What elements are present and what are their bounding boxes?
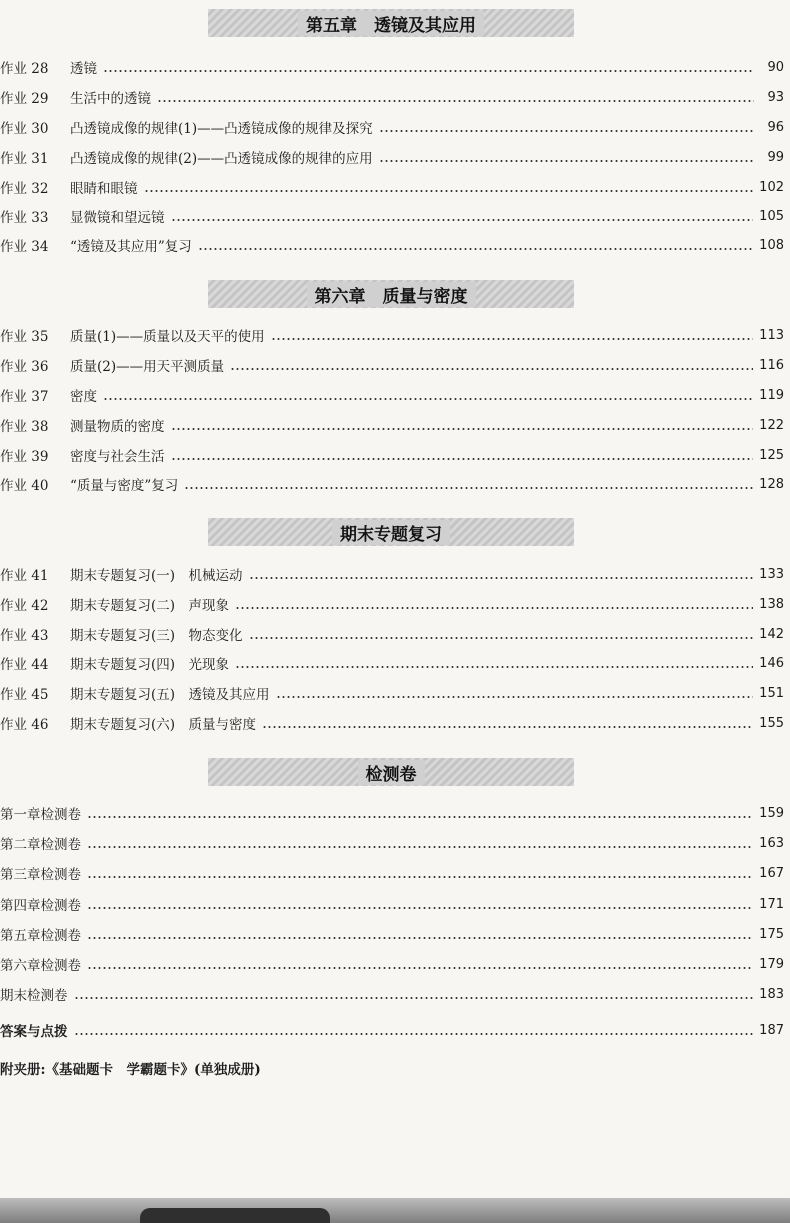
toc-entry [0, 384, 784, 406]
entry-title: 期末检测卷 [0, 988, 68, 1004]
dot-leader [198, 248, 753, 250]
dot-leader [144, 190, 754, 192]
entry-page: 163 [759, 835, 784, 851]
toc-entry [0, 86, 784, 108]
toc-entry [0, 176, 784, 198]
entry-page: 96 [767, 119, 784, 135]
entry-number: 作业 46 [0, 717, 49, 733]
toc-entry [0, 593, 784, 615]
dot-leader [103, 398, 753, 400]
entry-number: 作业 35 [0, 329, 49, 345]
entry-page: 90 [767, 59, 784, 75]
toc-entry [0, 473, 784, 495]
dot-leader [235, 607, 753, 609]
dot-leader [74, 1033, 754, 1035]
entry-number: 作业 40 [0, 478, 49, 494]
entry-title: 第三章检测卷 [0, 867, 81, 883]
entry-title: 第五章检测卷 [0, 928, 81, 944]
entry-page: 167 [759, 865, 784, 881]
entry-page: 119 [759, 387, 784, 403]
entry-page: 151 [759, 685, 784, 701]
section-heading-final-review [208, 518, 574, 546]
entry-number: 作业 31 [0, 151, 49, 167]
entry-page: 105 [759, 208, 784, 224]
entry-page: 142 [759, 626, 784, 642]
section-heading-text: 第六章 质量与密度 [307, 282, 476, 307]
entry-title: 测量物质的密度 [70, 419, 165, 435]
entry-title: 生活中的透镜 [70, 91, 151, 107]
dot-leader [87, 937, 753, 939]
dot-leader [171, 458, 754, 460]
entry-page: 125 [759, 447, 784, 463]
dot-leader [87, 876, 753, 878]
entry-page: 138 [759, 596, 784, 612]
entry-number: 作业 30 [0, 121, 49, 137]
entry-title: 显微镜和望远镜 [70, 210, 165, 226]
entry-title: 期末专题复习(四) 光现象 [70, 657, 230, 673]
dot-leader [262, 726, 753, 728]
entry-page: 99 [767, 149, 784, 165]
entry-number: 作业 32 [0, 181, 49, 197]
entry-number: 作业 43 [0, 628, 49, 644]
toc-entry [0, 832, 784, 854]
dot-leader [87, 816, 753, 818]
entry-title: 密度与社会生活 [70, 449, 165, 465]
entry-page: 122 [759, 417, 784, 433]
entry-number: 作业 36 [0, 359, 49, 375]
entry-title: 期末专题复习(二) 声现象 [70, 598, 230, 614]
dot-leader [87, 967, 753, 969]
page-edge-object [140, 1208, 330, 1223]
toc-entry [0, 563, 784, 585]
section-heading-text: 第五章 透镜及其应用 [298, 11, 484, 36]
entry-title: 眼睛和眼镜 [70, 181, 138, 197]
toc-entry [0, 893, 784, 915]
entry-page: 146 [759, 655, 784, 671]
entry-number: 作业 39 [0, 449, 49, 465]
section-heading-chapter5 [208, 9, 574, 37]
entry-page: 175 [759, 926, 784, 942]
entry-title: 期末专题复习(六) 质量与密度 [70, 717, 257, 733]
entry-title: “质量与密度”复习 [70, 478, 179, 494]
entry-page: 183 [759, 986, 784, 1002]
section-heading-tests [208, 758, 574, 786]
dot-leader [379, 130, 754, 132]
dot-leader [171, 219, 754, 221]
dot-leader [87, 846, 753, 848]
entry-title: 透镜 [70, 61, 97, 77]
dot-leader [103, 70, 754, 72]
entry-number: 作业 34 [0, 239, 49, 255]
entry-title: 第四章检测卷 [0, 898, 81, 914]
toc-entry [0, 444, 784, 466]
entry-page: 133 [759, 566, 784, 582]
dot-leader [171, 428, 754, 430]
entry-page: 155 [759, 715, 784, 731]
entry-number: 作业 42 [0, 598, 49, 614]
entry-number: 作业 45 [0, 687, 49, 703]
toc-entry [0, 116, 784, 138]
entry-number: 作业 28 [0, 61, 49, 77]
dot-leader [230, 368, 753, 370]
toc-entry [0, 682, 784, 704]
dot-leader [87, 907, 753, 909]
entry-title: 凸透镜成像的规律(1)——凸透镜成像的规律及探究 [70, 121, 373, 137]
entry-number: 作业 29 [0, 91, 49, 107]
dot-leader [379, 160, 754, 162]
section-heading-chapter6 [208, 280, 574, 308]
entry-number: 作业 41 [0, 568, 49, 584]
toc-entry [0, 983, 784, 1005]
dot-leader [184, 487, 753, 489]
entry-title: 质量(1)——质量以及天平的使用 [70, 329, 265, 345]
toc-entry-answers [0, 1019, 784, 1041]
toc-entry [0, 146, 784, 168]
dot-leader [249, 637, 754, 639]
page-edge-shadow [0, 1198, 790, 1223]
entry-number: 作业 33 [0, 210, 49, 226]
toc-entry [0, 802, 784, 824]
entry-page: 93 [767, 89, 784, 105]
entry-title: 凸透镜成像的规律(2)——凸透镜成像的规律的应用 [70, 151, 373, 167]
toc-entry [0, 56, 784, 78]
toc-entry [0, 923, 784, 945]
toc-entry [0, 652, 784, 674]
toc-entry [0, 414, 784, 436]
entry-title: 期末专题复习(三) 物态变化 [70, 628, 243, 644]
entry-number: 作业 37 [0, 389, 49, 405]
appendix-note: 附夹册:《基础题卡 学霸题卡》(单独成册) [0, 1062, 261, 1078]
toc-entry [0, 234, 784, 256]
entry-title: 密度 [70, 389, 97, 405]
entry-title: 第二章检测卷 [0, 837, 81, 853]
entry-page: 187 [759, 1022, 784, 1038]
dot-leader [271, 338, 754, 340]
dot-leader [74, 997, 754, 999]
entry-page: 116 [759, 357, 784, 373]
toc-entry [0, 862, 784, 884]
entry-title: 第六章检测卷 [0, 958, 81, 974]
toc-entry [0, 623, 784, 645]
toc-entry [0, 205, 784, 227]
entry-page: 159 [759, 805, 784, 821]
entry-page: 179 [759, 956, 784, 972]
entry-title: “透镜及其应用”复习 [70, 239, 192, 255]
section-heading-text: 期末专题复习 [332, 520, 450, 545]
entry-page: 128 [759, 476, 784, 492]
dot-leader [157, 100, 754, 102]
dot-leader [235, 666, 753, 668]
dot-leader [276, 696, 754, 698]
entry-page: 113 [759, 327, 784, 343]
entry-title: 第一章检测卷 [0, 807, 81, 823]
entry-page: 102 [759, 179, 784, 195]
entry-number: 作业 38 [0, 419, 49, 435]
entry-number: 作业 44 [0, 657, 49, 673]
entry-page: 108 [759, 237, 784, 253]
toc-entry [0, 953, 784, 975]
toc-entry [0, 324, 784, 346]
dot-leader [249, 577, 754, 579]
entry-page: 171 [759, 896, 784, 912]
toc-entry [0, 354, 784, 376]
entry-title: 质量(2)——用天平测质量 [70, 359, 225, 375]
entry-title: 答案与点拨 [0, 1024, 68, 1040]
entry-title: 期末专题复习(一) 机械运动 [70, 568, 243, 584]
entry-title: 期末专题复习(五) 透镜及其应用 [70, 687, 270, 703]
section-heading-text: 检测卷 [358, 760, 425, 785]
toc-entry [0, 712, 784, 734]
